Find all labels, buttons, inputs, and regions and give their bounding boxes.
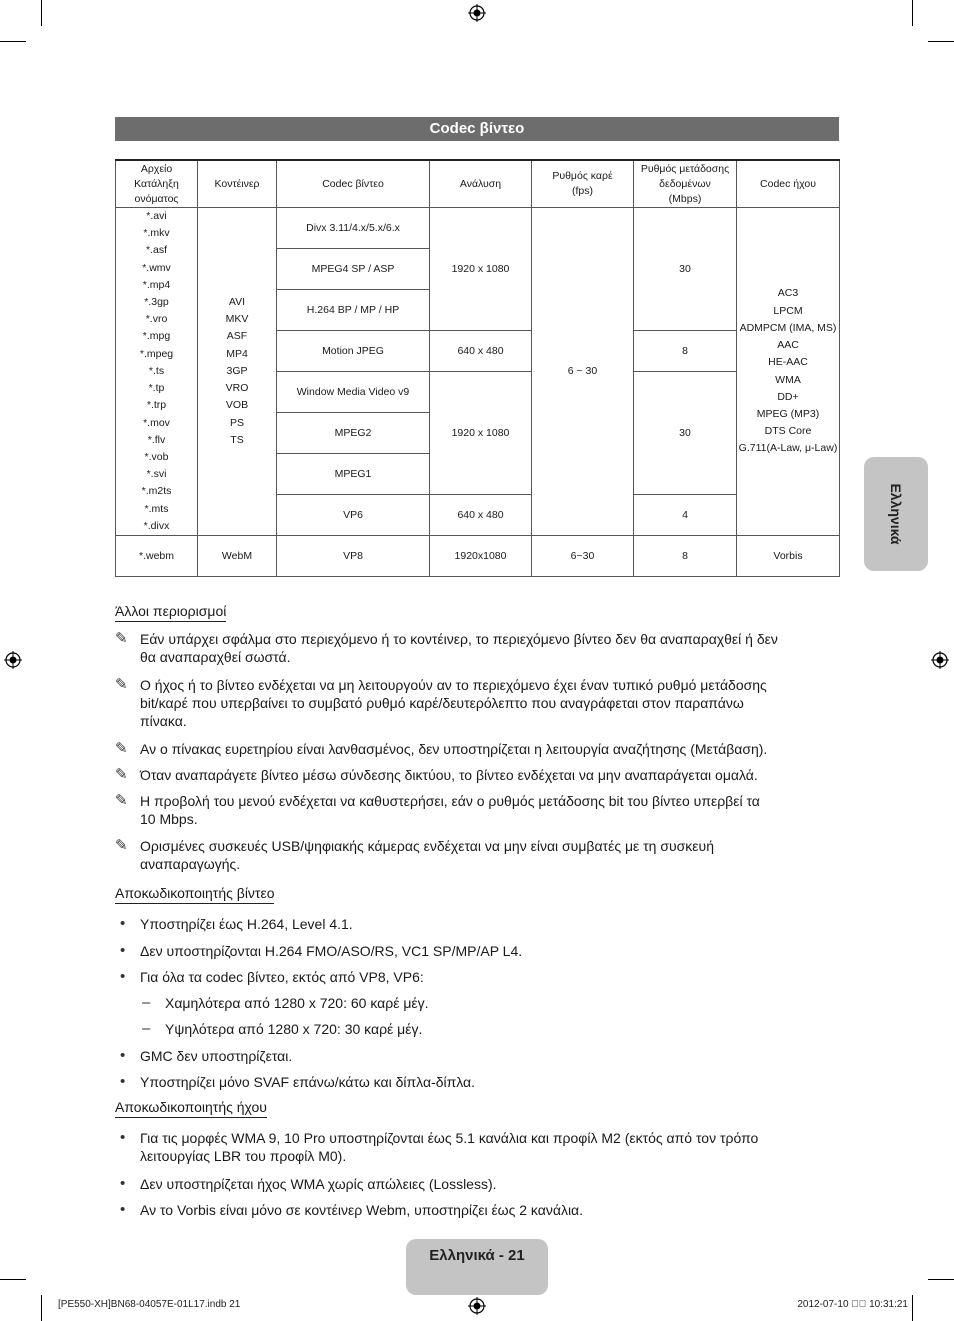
dash-icon: – <box>142 994 151 1011</box>
list-item: • Για τις μορφές WMA 9, 10 Pro υποστηρίζονται έως 5.1 κανάλια και προφίλ M2 (εκτός από τον τρόπο λειτουργίας LBR του προφίλ M0). <box>120 1129 759 1164</box>
list-item: • Δεν υποστηρίζονται H.264 FMO/ASO/RS, VC1 SP/MP/AP L4. <box>120 942 523 959</box>
list-item: ✎ Όταν αναπαράγετε βίντεο μέσω σύνδεσης δικτύου, το βίντεο ενδέχεται να μην αναπαράγεται ομαλά. <box>115 766 758 783</box>
resolution-cell: 640 x 480 <box>430 495 532 536</box>
crop-mark <box>0 41 26 42</box>
bullet-icon: • <box>120 1175 126 1192</box>
bullet-icon: • <box>120 1047 126 1064</box>
crop-mark <box>928 1279 954 1280</box>
list-item: • Για όλα τα codec βίντεο, εκτός από VP8, VP6: <box>120 968 424 985</box>
bullet-icon: • <box>120 968 126 985</box>
language-side-label: Ελληνικά <box>888 483 904 545</box>
dash-icon: – <box>142 1020 151 1037</box>
video-decoder-heading: Αποκωδικοποιητής βίντεο <box>115 885 274 904</box>
codec-cell: Motion JPEG <box>277 331 430 372</box>
header-fps: Ρυθμός καρέ (fps) <box>532 160 634 208</box>
extension-cell: *.webm <box>116 536 198 577</box>
codec-cell: MPEG2 <box>277 413 430 454</box>
list-item: • Αν το Vorbis είναι μόνο σε κοντέινερ Webm, υποστηρίζει έως 2 κανάλια. <box>120 1201 584 1218</box>
header-bitrate: Ρυθμός μετάδοσης δεδομένων (Mbps) <box>634 160 737 208</box>
bitrate-cell: 30 <box>634 372 737 495</box>
resolution-cell: 1920 x 1080 <box>430 372 532 495</box>
list-item: ✎ Αν ο πίνακας ευρετηρίου είναι λανθασμένος, δεν υποστηρίζεται η λειτουργία αναζήτησης (Μετάβαση). <box>115 740 768 757</box>
note-icon: ✎ <box>115 766 128 783</box>
fps-cell: 6~30 <box>532 536 634 577</box>
resolution-cell: 1920 x 1080 <box>430 208 532 331</box>
page-number-tab <box>406 1239 548 1295</box>
list-item: ✎ Εάν υπάρχει σφάλμα στο περιεχόμενο ή το κοντέινερ, το περιεχόμενο βίντεο δεν θα αναπαραχθεί ή δεν θα αναπαραχθεί σωστά. <box>115 630 778 665</box>
footer-file-info: [PE550-XH]BN68-04057E-01L17.indb 21 <box>58 1299 241 1310</box>
container-cell: WebM <box>198 536 277 577</box>
note-icon: ✎ <box>115 740 128 757</box>
bullet-icon: • <box>120 1201 126 1218</box>
registration-mark-icon <box>931 651 949 669</box>
bitrate-cell: 4 <box>634 495 737 536</box>
fps-cell: 6 ~ 30 <box>532 208 634 536</box>
table-header-row <box>116 160 840 208</box>
registration-mark-icon <box>468 1297 486 1315</box>
list-subitem: – Χαμηλότερα από 1280 x 720: 60 καρέ μέγ. <box>142 994 429 1011</box>
codec-cell: H.264 BP / MP / HP <box>277 290 430 331</box>
audio-codec-cell: Vorbis <box>737 536 840 577</box>
codec-table <box>115 159 840 577</box>
crop-mark <box>41 0 42 26</box>
containers-cell: AVI MKV ASF MP4 3GP VRO VOB PS TS <box>198 208 277 536</box>
list-subitem: – Υψηλότερα από 1280 x 720: 30 καρέ μέγ. <box>142 1020 423 1037</box>
list-item: • Υποστηρίζει έως H.264, Level 4.1. <box>120 915 353 932</box>
bitrate-cell: 8 <box>634 331 737 372</box>
bullet-icon: • <box>120 1073 126 1090</box>
bullet-icon: • <box>120 942 126 959</box>
list-item: ✎ Ορισμένες συσκευές USB/ψηφιακής κάμερας ενδέχεται να μην είναι συμβατές με τη συσκευή αναπαραγωγής. <box>115 837 714 872</box>
bullet-icon: • <box>120 915 126 932</box>
section-title-bar: Codec βίντεο <box>115 117 839 141</box>
crop-mark <box>912 1295 913 1321</box>
extensions-cell: *.avi *.mkv *.asf *.wmv *.mp4 *.3gp *.vro *.mpg *.mpeg *.ts *.tp *.trp *.mov *.flv *.vob *.svi *.m2ts *.mts *.divx <box>116 208 198 536</box>
list-item: ✎ Ο ήχος ή το βίντεο ενδέχεται να μη λειτουργούν αν το περιεχόμενο έχει έναν τυπικό ρυθμό μετάδοσης bit/καρέ που υπερβαίνει το συμβατό ρυθμό καρέ/δευτερόλεπτο που αναγράφεται στον παραπάνω πίνακα. <box>115 676 767 729</box>
page-number: Ελληνικά - 21 <box>429 1247 525 1264</box>
resolution-cell: 1920x1080 <box>430 536 532 577</box>
codec-cell: VP6 <box>277 495 430 536</box>
other-limits-heading: Άλλοι περιορισμοί <box>115 603 226 622</box>
list-item: • Υποστηρίζει μόνο SVAF επάνω/κάτω και δίπλα-δίπλα. <box>120 1073 476 1090</box>
note-icon: ✎ <box>115 837 128 854</box>
crop-mark <box>41 1295 42 1321</box>
resolution-cell: 640 x 480 <box>430 331 532 372</box>
header-container: Κοντέινερ <box>198 160 277 208</box>
crop-mark <box>912 0 913 26</box>
table-row <box>116 208 840 249</box>
table-row-webm <box>116 536 840 577</box>
note-icon: ✎ <box>115 630 128 647</box>
footer-timestamp: 2012-07-10 ￿￿ 10:31:21 <box>797 1299 908 1310</box>
bitrate-cell: 8 <box>634 536 737 577</box>
codec-cell: MPEG4 SP / ASP <box>277 249 430 290</box>
list-item: • Δεν υποστηρίζεται ήχος WMA χωρίς απώλειες (Lossless). <box>120 1175 497 1192</box>
header-resolution: Ανάλυση <box>430 160 532 208</box>
language-side-tab <box>864 457 928 571</box>
header-video-codec: Codec βίντεο <box>277 160 430 208</box>
audio-codecs-cell: AC3 LPCM ADMPCM (IMA, MS) AAC HE-AAC WMA DD+ MPEG (MP3) DTS Core G.711(A-Law, μ-Law) <box>737 208 840 536</box>
list-item: ✎ Η προβολή του μενού ενδέχεται να καθυστερήσει, εάν ο ρυθμός μετάδοσης bit του βίντεο υπερβεί τα 10 Mbps. <box>115 792 760 827</box>
header-extension: Αρχείο Κατάληξη ονόματος <box>116 160 198 208</box>
bullet-icon: • <box>120 1129 126 1146</box>
codec-cell: MPEG1 <box>277 454 430 495</box>
header-audio-codec: Codec ήχου <box>737 160 840 208</box>
crop-mark <box>928 41 954 42</box>
bitrate-cell: 30 <box>634 208 737 331</box>
registration-mark-icon <box>468 4 486 22</box>
codec-cell: Divx 3.11/4.x/5.x/6.x <box>277 208 430 249</box>
note-icon: ✎ <box>115 792 128 809</box>
codec-cell: VP8 <box>277 536 430 577</box>
note-icon: ✎ <box>115 676 128 693</box>
list-item: • GMC δεν υποστηρίζεται. <box>120 1047 293 1064</box>
crop-mark <box>0 1279 26 1280</box>
audio-decoder-heading: Αποκωδικοποιητής ήχου <box>115 1099 267 1118</box>
codec-cell: Window Media Video v9 <box>277 372 430 413</box>
registration-mark-icon <box>4 651 22 669</box>
